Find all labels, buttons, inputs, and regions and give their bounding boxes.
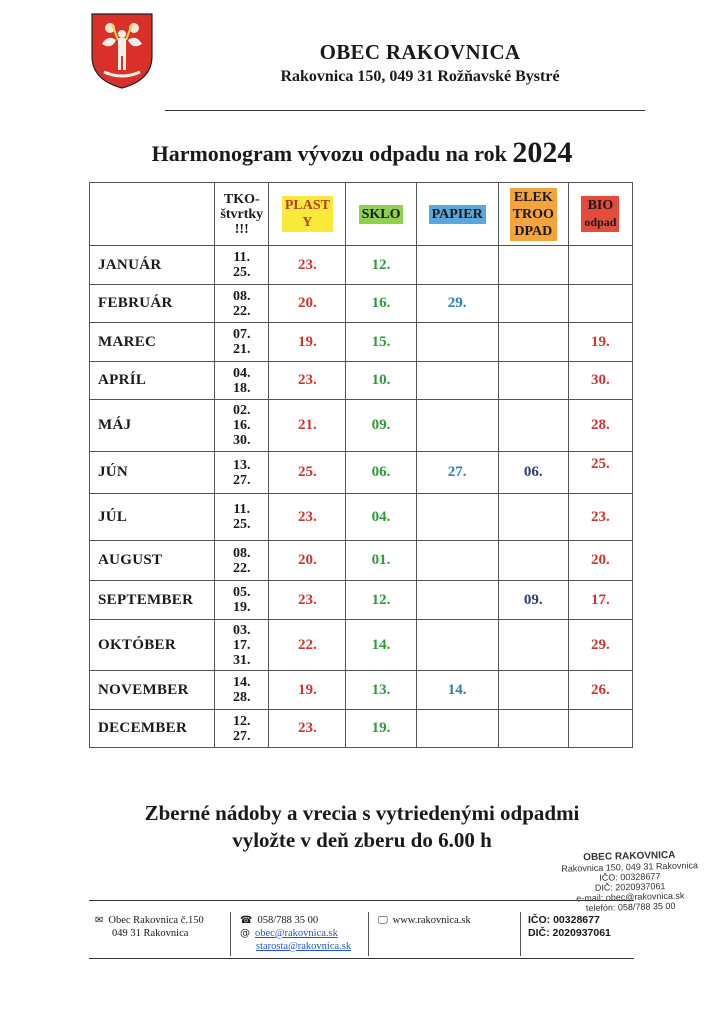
month-cell: FEBRUÁR — [90, 285, 215, 323]
elektro-cell — [498, 400, 568, 452]
tko-date: 12. — [233, 713, 251, 729]
sklo-cell: 19. — [346, 710, 416, 748]
footer-separator — [230, 912, 231, 956]
tko-date: 04. — [233, 365, 251, 381]
month-cell: JÚL — [90, 494, 215, 541]
tko-date: 13. — [233, 457, 251, 473]
footer-address-line: 049 31 Rakovnica — [112, 928, 189, 939]
tko-date: 27. — [233, 472, 251, 488]
monitor-icon: 🖵 — [378, 915, 388, 926]
header-divider — [165, 110, 645, 111]
collection-note-line: vyložte v deň zberu do 6.00 h — [232, 828, 492, 852]
plast-cell: 19. — [269, 671, 346, 710]
tko-date: 08. — [233, 545, 251, 561]
sklo-cell: 04. — [346, 494, 416, 541]
header-tko-line: !!! — [234, 221, 249, 237]
elektro-cell — [498, 494, 568, 541]
month-cell: MAREC — [90, 323, 215, 362]
month-cell: APRÍL — [90, 362, 215, 400]
sklo-cell: 06. — [346, 452, 416, 494]
plast-cell: 23. — [269, 581, 346, 620]
bio-cell: 30. — [568, 362, 632, 400]
header-tko-line: štvrtky — [220, 206, 264, 222]
tko-cell — [215, 541, 269, 581]
table-row — [90, 362, 633, 400]
sklo-cell: 09. — [346, 400, 416, 452]
table-row — [90, 285, 633, 323]
bio-cell — [568, 246, 632, 285]
table-row — [90, 400, 633, 452]
tko-date: 08. — [233, 288, 251, 304]
footer-address-line: Obec Rakovnica č.150 — [108, 915, 204, 926]
header-month — [90, 183, 215, 246]
tko-date: 19. — [233, 600, 251, 615]
plast-cell: 22. — [269, 620, 346, 671]
document-title-year: 2024 — [512, 136, 573, 169]
tko-cell — [215, 400, 269, 452]
tko-cell — [215, 452, 269, 494]
sklo-cell: 10. — [346, 362, 416, 400]
elektro-cell: 06. — [498, 452, 568, 494]
document-title — [0, 136, 724, 170]
plast-cell: 20. — [269, 285, 346, 323]
stamp-title: OBEC RAKOVNICA — [583, 849, 676, 864]
footer-email-link[interactable]: obec@rakovnica.sk — [255, 928, 338, 939]
tko-cell — [215, 620, 269, 671]
papier-cell — [416, 246, 498, 285]
bio-cell: 28. — [568, 400, 632, 452]
footer-separator — [520, 912, 521, 956]
tko-date: 14. — [233, 675, 251, 690]
plast-cell: 20. — [269, 541, 346, 581]
bio-cell: 20. — [568, 541, 632, 581]
tko-date: 02. — [233, 403, 251, 418]
footer-web — [378, 914, 471, 927]
papier-cell — [416, 581, 498, 620]
header-tko-line: TKO- — [223, 191, 260, 207]
stamp-line: Rakovnica 150, 049 31 Rakovnica — [561, 860, 699, 874]
footer-contact — [240, 914, 351, 953]
bio-cell — [568, 285, 632, 323]
bio-cell: 25. — [568, 452, 632, 494]
municipality-title: OBEC RAKOVNICA — [319, 40, 521, 64]
tko-cell — [215, 323, 269, 362]
tko-cell — [215, 671, 269, 710]
footer-email-link[interactable]: starosta@rakovnica.sk — [256, 941, 352, 952]
papier-cell — [416, 620, 498, 671]
elektro-cell — [498, 362, 568, 400]
header-sklo — [346, 183, 416, 246]
footer-bottom-divider — [89, 958, 634, 959]
municipality-address: Rakovnica 150, 049 31 Rožňavské Bystré — [280, 68, 560, 85]
papier-cell — [416, 400, 498, 452]
month-cell: DECEMBER — [90, 710, 215, 748]
tko-date: 31. — [233, 652, 251, 668]
tko-cell — [215, 710, 269, 748]
bio-cell: 17. — [568, 581, 632, 620]
plast-cell: 23. — [269, 710, 346, 748]
plast-cell: 23. — [269, 362, 346, 400]
collection-note — [0, 800, 724, 854]
header-elektro — [498, 183, 568, 246]
elektro-cell — [498, 671, 568, 710]
header-elektro-line: ELEK — [513, 189, 553, 205]
month-cell: JÚN — [90, 452, 215, 494]
footer-ico: IČO: 00328677 — [528, 914, 600, 926]
elektro-cell: 09. — [498, 581, 568, 620]
table-row — [90, 541, 633, 581]
papier-cell — [416, 710, 498, 748]
table-row — [90, 581, 633, 620]
schedule-table — [89, 182, 633, 748]
month-cell: JANUÁR — [90, 246, 215, 285]
email-at-icon: @ — [240, 928, 250, 939]
plast-cell: 23. — [269, 494, 346, 541]
header-papier — [416, 183, 498, 246]
stamp-line: IČO: 00328677 — [599, 871, 661, 883]
tko-cell — [215, 285, 269, 323]
tko-cell — [215, 494, 269, 541]
header-plast-line: Y — [302, 215, 313, 230]
month-cell: OKTÓBER — [90, 620, 215, 671]
collection-note-line: Zberné nádoby a vrecia s vytriedenými odpadmi — [144, 801, 580, 825]
header-plast — [269, 183, 346, 246]
stamp-line: telefón: 058/788 35 00 — [585, 900, 676, 914]
stamp-line: DIČ: 2020937061 — [594, 881, 666, 893]
table-row — [90, 494, 633, 541]
tko-cell — [215, 246, 269, 285]
header-tko — [215, 183, 269, 246]
header-sklo-label: SKLO — [359, 205, 404, 224]
footer-divider — [89, 900, 634, 901]
papier-cell — [416, 494, 498, 541]
envelope-icon: ✉ — [95, 915, 104, 926]
header-bio-line: BIO — [587, 198, 614, 213]
elektro-cell — [498, 323, 568, 362]
footer-address — [95, 914, 204, 940]
elektro-cell — [498, 246, 568, 285]
bio-cell — [568, 710, 632, 748]
sklo-cell: 13. — [346, 671, 416, 710]
header-bio — [568, 183, 632, 246]
tko-date: 16. — [233, 418, 251, 433]
plast-cell: 19. — [269, 323, 346, 362]
tko-date: 30. — [233, 433, 251, 448]
elektro-cell — [498, 620, 568, 671]
papier-cell — [416, 323, 498, 362]
tko-date: 11. — [233, 502, 251, 517]
sklo-cell: 12. — [346, 246, 416, 285]
bio-cell: 19. — [568, 323, 632, 362]
header-papier-label: PAPIER — [429, 205, 486, 224]
papier-cell: 27. — [416, 452, 498, 494]
papier-cell — [416, 362, 498, 400]
tko-date: 28. — [233, 690, 251, 705]
tko-date: 05. — [233, 585, 251, 600]
sklo-cell: 01. — [346, 541, 416, 581]
tko-date: 22. — [233, 303, 251, 319]
table-row — [90, 710, 633, 748]
plast-cell: 23. — [269, 246, 346, 285]
month-cell: AUGUST — [90, 541, 215, 581]
municipal-stamp — [549, 850, 711, 914]
bio-cell: 23. — [568, 494, 632, 541]
plast-cell: 21. — [269, 400, 346, 452]
papier-cell: 14. — [416, 671, 498, 710]
tko-cell — [215, 362, 269, 400]
tko-date: 25. — [233, 517, 251, 532]
month-cell: SEPTEMBER — [90, 581, 215, 620]
tko-date: 07. — [233, 327, 251, 342]
sklo-cell: 14. — [346, 620, 416, 671]
header-bio-line: odpad — [584, 215, 617, 229]
tko-date: 11. — [233, 250, 251, 265]
tko-date: 21. — [233, 342, 251, 357]
plast-cell: 25. — [269, 452, 346, 494]
footer-ids — [528, 914, 611, 940]
tko-date: 17. — [233, 637, 251, 653]
tko-date: 18. — [233, 380, 251, 396]
coat-of-arms-logo — [88, 10, 156, 90]
month-cell: MÁJ — [90, 400, 215, 452]
stamp-line: e-mail: obec@rakovnica.sk — [576, 890, 685, 904]
tko-date: 27. — [233, 728, 251, 744]
footer-web-link[interactable]: www.rakovnica.sk — [392, 915, 471, 926]
tko-date: 03. — [233, 622, 251, 638]
sklo-cell: 16. — [346, 285, 416, 323]
elektro-cell — [498, 710, 568, 748]
tko-date: 25. — [233, 265, 251, 280]
elektro-cell — [498, 285, 568, 323]
sklo-cell: 15. — [346, 323, 416, 362]
bio-cell: 26. — [568, 671, 632, 710]
sklo-cell: 12. — [346, 581, 416, 620]
header-plast-line: PLAST — [284, 198, 330, 213]
tko-date: 22. — [233, 560, 251, 576]
document-title-text: Harmonogram vývozu odpadu na rok — [151, 141, 513, 166]
papier-cell: 29. — [416, 285, 498, 323]
month-cell: NOVEMBER — [90, 671, 215, 710]
elektro-cell — [498, 541, 568, 581]
tko-cell — [215, 581, 269, 620]
table-row — [90, 620, 633, 671]
table-header-row — [90, 183, 633, 246]
phone-icon: ☎ — [240, 915, 253, 926]
footer-phone: 058/788 35 00 — [257, 915, 319, 926]
header-elektro-line: TROO — [512, 206, 554, 222]
table-row — [90, 323, 633, 362]
papier-cell — [416, 541, 498, 581]
footer-dic: DIČ: 2020937061 — [528, 927, 611, 939]
header-elektro-line: DPAD — [514, 223, 553, 239]
bio-cell: 29. — [568, 620, 632, 671]
table-row — [90, 671, 633, 710]
table-row — [90, 452, 633, 494]
footer-separator — [368, 912, 369, 956]
table-row — [90, 246, 633, 285]
